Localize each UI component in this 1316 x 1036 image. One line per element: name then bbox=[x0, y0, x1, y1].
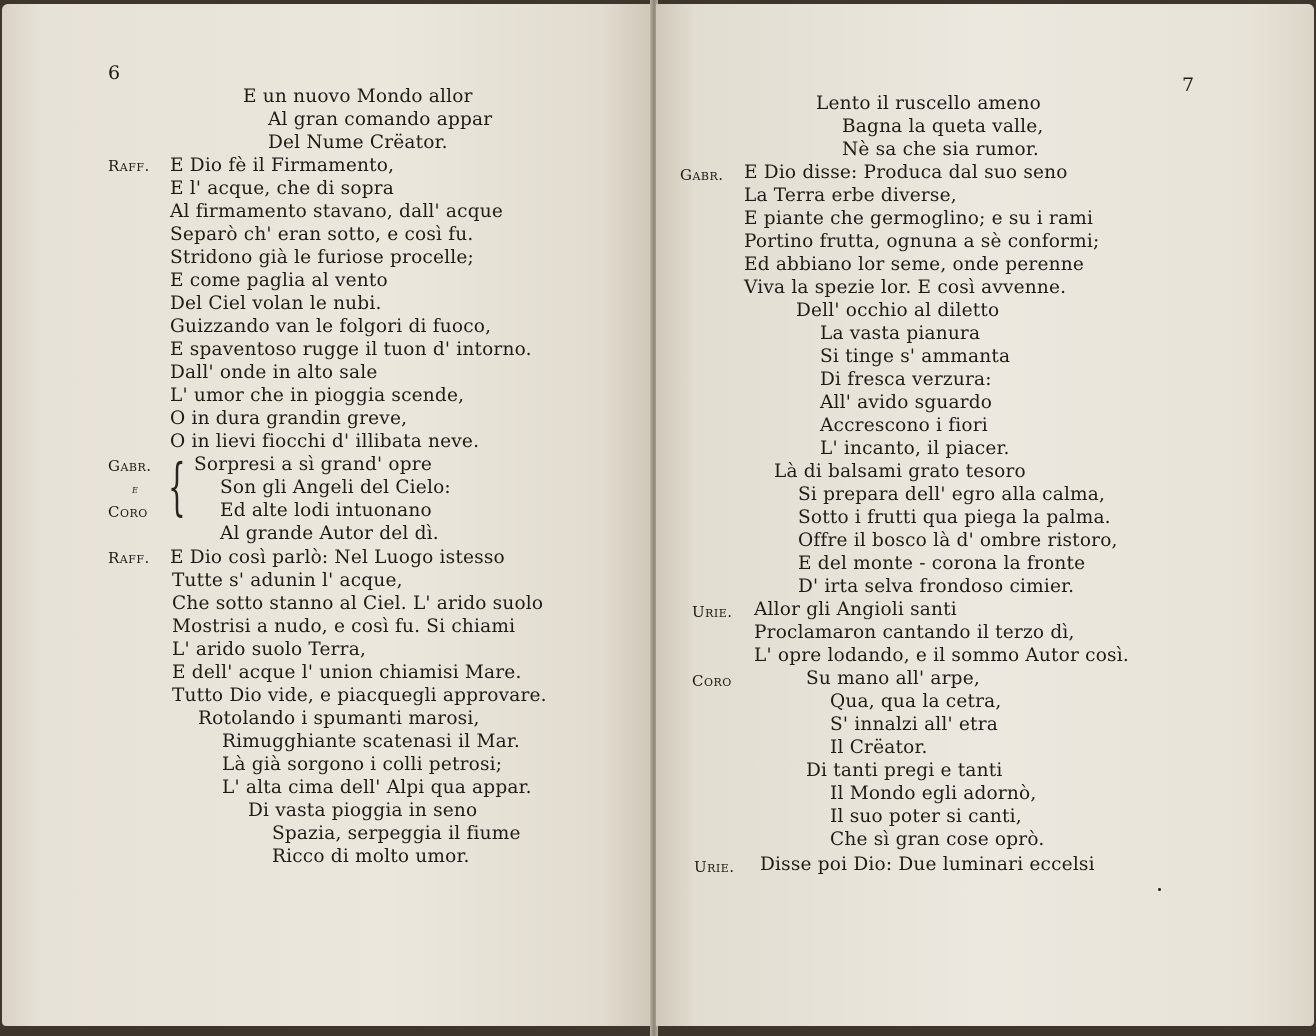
page-number: 7 bbox=[1182, 74, 1195, 96]
verse-line: Allor gli Angioli santi bbox=[754, 599, 957, 620]
verse-line: Si tinge s' ammanta bbox=[820, 346, 1011, 367]
verse-line: Il Mondo egli adornò, bbox=[830, 783, 1037, 804]
verse-line: E Dio fè il Firmamento, bbox=[170, 155, 395, 176]
speaker-label: Raff. bbox=[108, 157, 150, 175]
verse-line: O in dura grandin greve, bbox=[170, 408, 408, 429]
verse-line: Accrescono i fiori bbox=[820, 415, 988, 436]
verse-line: Portino frutta, ognuna a sè conformi; bbox=[744, 231, 1100, 252]
verse-line: La vasta pianura bbox=[820, 323, 981, 344]
verse-line: Bagna la queta valle, bbox=[842, 116, 1044, 137]
verse-line: Ed alte lodi intuonano bbox=[220, 500, 432, 521]
verse-line: E del monte - corona la fronte bbox=[798, 553, 1086, 574]
speaker-label: Coro bbox=[692, 672, 732, 690]
verse-line: L' alta cima dell' Alpi qua appar. bbox=[222, 777, 532, 798]
verse-line: Di tanti pregi e tanti bbox=[806, 760, 1003, 781]
verse-line: Rotolando i spumanti marosi, bbox=[198, 708, 480, 729]
verse-line: Si prepara dell' egro alla calma, bbox=[798, 484, 1106, 505]
verse-line: E Dio così parlò: Nel Luogo istesso bbox=[170, 547, 505, 568]
verse-line: Che sotto stanno al Ciel. L' arido suolo bbox=[172, 593, 544, 614]
verse-line: Di fresca verzura: bbox=[820, 369, 992, 390]
verse-line: Il Crëator. bbox=[830, 737, 928, 758]
verse-line: E dell' acque l' union chiamisi Mare. bbox=[172, 662, 522, 683]
verse-line: Nè sa che sia rumor. bbox=[842, 139, 1039, 160]
verse-line: E piante che germoglino; e su i rami bbox=[744, 208, 1094, 229]
verse-line: Su mano all' arpe, bbox=[806, 668, 980, 689]
verse-line: Proclamaron cantando il terzo dì, bbox=[754, 622, 1075, 643]
verse-line: Al firmamento stavano, dall' acque bbox=[170, 201, 504, 222]
verse-line: S' innalzi all' etra bbox=[830, 714, 998, 735]
verse-line: Del Ciel volan le nubi. bbox=[170, 293, 382, 314]
speaker-label: e bbox=[132, 482, 139, 496]
verse-line: L' incanto, il piacer. bbox=[820, 438, 1010, 459]
verse-line: O in lievi fiocchi d' illibata neve. bbox=[170, 431, 480, 452]
verse-line: E un nuovo Mondo allor bbox=[243, 86, 473, 107]
speaker-label: Coro bbox=[108, 503, 148, 521]
verse-line: Rimugghiante scatenasi il Mar. bbox=[222, 731, 520, 752]
verse-line: Son gli Angeli del Cielo: bbox=[220, 477, 451, 498]
speaker-label: Gabr. bbox=[680, 166, 724, 184]
verse-line: Dell' occhio al diletto bbox=[796, 300, 1000, 321]
right-page bbox=[656, 4, 1314, 1026]
verse-line: D' irta selva frondoso cimier. bbox=[798, 576, 1075, 597]
verse-line: Offre il bosco là d' ombre ristoro, bbox=[798, 530, 1118, 551]
verse-line: Qua, qua la cetra, bbox=[830, 691, 1002, 712]
verse-line: E come paglia al vento bbox=[170, 270, 388, 291]
verse-line: Lento il ruscello ameno bbox=[816, 93, 1041, 114]
speaker-label: Urie. bbox=[694, 858, 735, 876]
brace-glyph: { bbox=[168, 450, 186, 523]
verse-line: Dall' onde in alto sale bbox=[170, 362, 378, 383]
verse-line: Tutto Dio vide, e piacquegli approvare. bbox=[172, 685, 547, 706]
verse-line: Separò ch' eran sotto, e così fu. bbox=[170, 224, 474, 245]
verse-line: Stridono già le furiose procelle; bbox=[170, 247, 474, 268]
verse-line: Ricco di molto umor. bbox=[272, 846, 470, 867]
verse-line: Spazia, serpeggia il fiume bbox=[272, 823, 521, 844]
verse-line: Viva la spezie lor. E così avvenne. bbox=[744, 277, 1067, 298]
verse-line: Al grande Autor del dì. bbox=[220, 523, 439, 544]
verse-line: Sotto i frutti qua piega la palma. bbox=[798, 507, 1111, 528]
verse-line: E spaventoso rugge il tuon d' intorno. bbox=[170, 339, 532, 360]
verse-line: Il suo poter si canti, bbox=[830, 806, 1022, 827]
verse-line: All' avido sguardo bbox=[820, 392, 993, 413]
left-page bbox=[2, 4, 652, 1026]
verse-line: Sorpresi a sì grand' opre bbox=[194, 454, 432, 475]
speaker-label: Gabr. bbox=[108, 457, 152, 475]
verse-line: Tutte s' adunin l' acque, bbox=[172, 570, 403, 591]
verse-line: Là di balsami grato tesoro bbox=[774, 461, 1026, 482]
verse-line: E Dio disse: Produca dal suo seno bbox=[744, 162, 1068, 183]
verse-line: Del Nume Crëator. bbox=[268, 132, 448, 153]
verse-line: E l' acque, che di sopra bbox=[170, 178, 395, 199]
ink-speck bbox=[1158, 888, 1161, 891]
verse-line: Mostrisi a nudo, e così fu. Si chiami bbox=[172, 616, 516, 637]
verse-line: Di vasta pioggia in seno bbox=[248, 800, 478, 821]
verse-line: L' umor che in pioggia scende, bbox=[170, 385, 465, 406]
verse-line: Là già sorgono i colli petrosi; bbox=[222, 754, 503, 775]
verse-line: La Terra erbe diverse, bbox=[744, 185, 957, 206]
verse-line: Ed abbiano lor seme, onde perenne bbox=[744, 254, 1084, 275]
verse-line: Che sì gran cose oprò. bbox=[830, 829, 1045, 850]
verse-line: Al gran comando appar bbox=[268, 109, 493, 130]
speaker-label: Urie. bbox=[692, 603, 733, 621]
verse-line: Guizzando van le folgori di fuoco, bbox=[170, 316, 492, 337]
verse-line: Disse poi Dio: Due luminari eccelsi bbox=[760, 854, 1095, 875]
speaker-label: Raff. bbox=[108, 549, 150, 567]
verse-line: L' arido suolo Terra, bbox=[172, 639, 367, 660]
verse-line: L' opre lodando, e il sommo Autor così. bbox=[754, 645, 1129, 666]
page-number: 6 bbox=[108, 62, 121, 84]
